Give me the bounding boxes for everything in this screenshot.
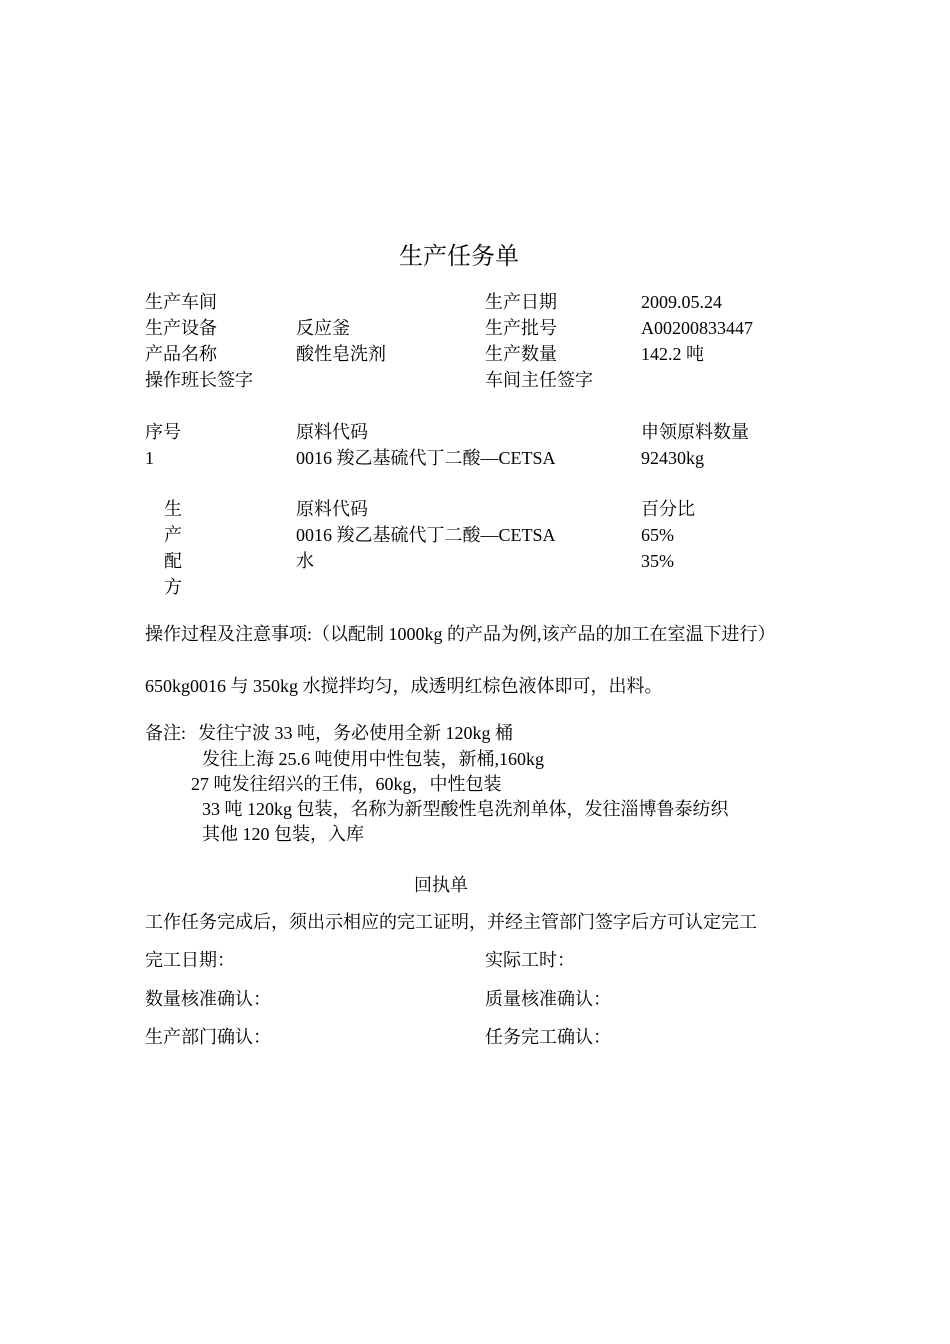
- formula-side-label-2: 产: [164, 525, 182, 545]
- formula-side-label-3: 配: [164, 551, 182, 571]
- quality-check-label: 质量核准确认：: [485, 989, 611, 1009]
- materials-row-code: 0016 羧乙基硫代丁二酸—CETSA: [296, 448, 556, 468]
- process-heading: 操作过程及注意事项:（以配制 1000kg 的产品为例,该产品的加工在室温下进行）: [145, 624, 776, 644]
- note-line: 27 吨发往绍兴的王伟，60kg，中性包装: [191, 774, 502, 794]
- date-value: 2009.05.24: [641, 292, 722, 312]
- formula-row-code: 0016 羧乙基硫代丁二酸—CETSA: [296, 525, 556, 545]
- formula-col-pct: 百分比: [641, 499, 695, 519]
- materials-col-no: 序号: [145, 422, 181, 442]
- receipt-instruction: 工作任务完成后，须出示相应的完工证明，并经主管部门签字后方可认定完工: [145, 912, 757, 932]
- materials-row-qty: 92430kg: [641, 448, 704, 468]
- formula-col-code: 原料代码: [296, 499, 368, 519]
- completion-date-label: 完工日期：: [145, 950, 235, 970]
- receipt-title: 回执单: [414, 875, 468, 895]
- process-text: 650kg0016 与 350kg 水搅拌均匀，成透明红棕色液体即可，出料。: [145, 676, 663, 696]
- quantity-label: 生产数量: [485, 344, 557, 364]
- dept-confirm-label: 生产部门确认：: [145, 1027, 271, 1047]
- product-label: 产品名称: [145, 344, 217, 364]
- formula-side-label-4: 方: [164, 577, 182, 597]
- formula-row-code: 水: [296, 551, 314, 571]
- batch-value: A00200833447: [641, 318, 753, 338]
- date-label: 生产日期: [485, 292, 557, 312]
- workshop-label: 生产车间: [145, 292, 217, 312]
- note-line: 其他 120 包装，入库: [202, 824, 364, 844]
- quantity-check-label: 数量核准确认：: [145, 989, 271, 1009]
- note-line: 发往上海 25.6 吨使用中性包装，新桶,160kg: [202, 749, 544, 769]
- note-line: 33 吨 120kg 包装，名称为新型酸性皂洗剂单体，发往淄博鲁泰纺织: [202, 799, 729, 819]
- batch-label: 生产批号: [485, 318, 557, 338]
- actual-hours-label: 实际工时：: [485, 950, 575, 970]
- formula-side-label-1: 生: [164, 499, 182, 519]
- notes-label: 备注:: [145, 723, 187, 743]
- product-value: 酸性皂洗剂: [296, 344, 386, 364]
- formula-row-pct: 65%: [641, 525, 674, 545]
- team-leader-signature-label: 操作班长签字: [145, 370, 253, 390]
- formula-row-pct: 35%: [641, 551, 674, 571]
- quantity-value: 142.2 吨: [641, 344, 704, 364]
- page-title: 生产任务单: [399, 244, 519, 270]
- note-line: 发往宁波 33 吨，务必使用全新 120kg 桶: [198, 723, 513, 743]
- materials-col-code: 原料代码: [296, 422, 368, 442]
- materials-col-qty: 申领原料数量: [641, 422, 749, 442]
- equipment-label: 生产设备: [145, 318, 217, 338]
- task-confirm-label: 任务完工确认：: [485, 1027, 611, 1047]
- materials-row-no: 1: [145, 448, 154, 468]
- equipment-value: 反应釜: [296, 318, 350, 338]
- director-signature-label: 车间主任签字: [485, 370, 593, 390]
